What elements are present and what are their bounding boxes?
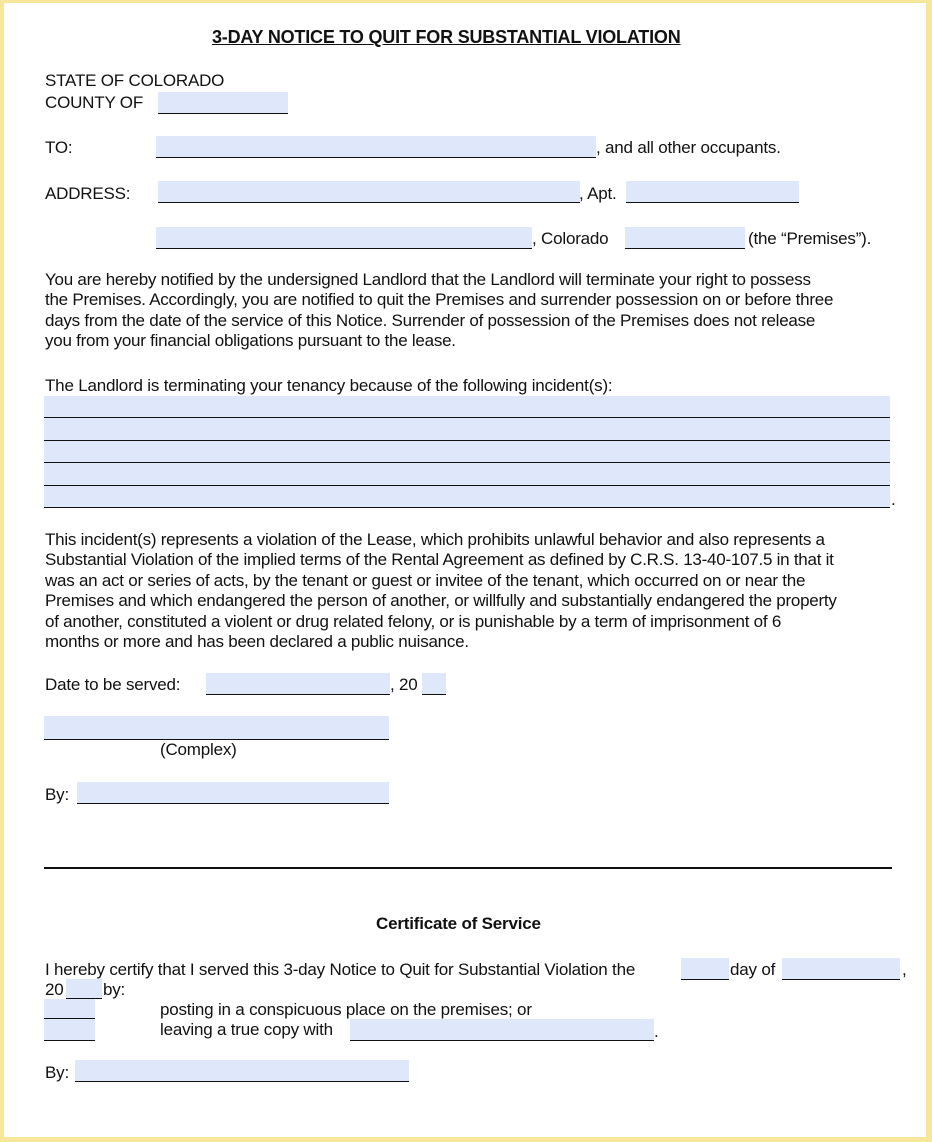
address-label: ADDRESS: — [45, 184, 131, 203]
option-posting: posting in a conspicuous place on the premises; or — [160, 1000, 532, 1019]
by-field[interactable] — [77, 782, 389, 804]
cert-year-prefix: 20 — [45, 980, 64, 999]
county-label: COUNTY OF — [45, 93, 144, 112]
option-period: . — [654, 1022, 659, 1041]
violation-line: of another, constituted a violent or drug related felony, or is punishable by a term of imprisonment of 6 — [45, 611, 782, 631]
leaving-checkbox[interactable] — [44, 1019, 95, 1041]
date-label: Date to be served: — [45, 675, 181, 694]
cert-by-field[interactable] — [75, 1060, 409, 1082]
leaving-with-field[interactable] — [350, 1019, 654, 1041]
premises-label: (the “Premises”). — [748, 229, 872, 248]
occupants-label: , and all other occupants. — [596, 138, 781, 157]
certificate-heading: Certificate of Service — [376, 914, 541, 933]
document-title: 3-DAY NOTICE TO QUIT FOR SUBSTANTIAL VIOLATION — [212, 27, 681, 47]
violation-paragraph — [45, 530, 837, 652]
incident-line-4[interactable] — [44, 463, 890, 486]
year-prefix: , 20 — [390, 675, 418, 694]
violation-line: This incident(s) represents a violation of the Lease, which prohibits unlawful behavior and also represents a — [45, 530, 825, 549]
incident-line-1[interactable] — [44, 396, 890, 418]
cert-by-label: By: — [45, 1063, 69, 1082]
notice-paragraph — [45, 270, 833, 352]
cert-day-field[interactable] — [681, 958, 729, 980]
incidents-intro: The Landlord is terminating your tenancy because of the following incident(s): — [45, 376, 613, 395]
apt-label: , Apt. — [579, 184, 617, 203]
cert-by: by: — [103, 980, 126, 999]
signature-line — [44, 867, 892, 869]
incidents-period: . — [891, 490, 896, 509]
incident-line-2[interactable] — [44, 418, 890, 441]
zip-field[interactable] — [625, 227, 745, 249]
violation-line: Premises and which endangered the person of another, or willfully and substantially endangered the property — [45, 591, 837, 611]
complex-label: (Complex) — [160, 740, 237, 759]
violation-line: Substantial Violation of the implied terms of the Rental Agreement as defined by C.R.S. 13-40-107.5 in that it — [45, 550, 834, 570]
violation-line: months or more and has been declared a public nuisance. — [45, 632, 469, 652]
city-field[interactable] — [156, 227, 532, 249]
by-label: By: — [45, 785, 69, 804]
notice-line: days from the date of the service of this Notice. Surrender of possession of the Premises does not release — [45, 310, 816, 330]
cert-day-of: day of — [730, 960, 776, 979]
cert-line-1: I hereby certify that I served this 3-day Notice to Quit for Substantial Violation the — [45, 960, 636, 979]
date-field[interactable] — [206, 673, 390, 695]
cert-year-field[interactable] — [66, 979, 102, 999]
cert-comma: , — [902, 960, 907, 979]
apt-field[interactable] — [626, 181, 799, 203]
notice-line: the Premises. Accordingly, you are notified to quit the Premises and surrender possession on or before three — [45, 290, 834, 310]
year-field[interactable] — [422, 673, 446, 695]
address-field[interactable] — [158, 181, 580, 203]
state-label: STATE OF COLORADO — [45, 71, 225, 90]
incident-line-3[interactable] — [44, 441, 890, 463]
to-field[interactable] — [156, 136, 596, 158]
county-field[interactable] — [158, 92, 288, 114]
notice-line: you from your financial obligations pursuant to the lease. — [45, 331, 456, 351]
cert-month-field[interactable] — [782, 958, 900, 980]
incident-line-5[interactable] — [44, 486, 890, 508]
document-page — [4, 3, 926, 1137]
notice-line: You are hereby notified by the undersigned Landlord that the Landlord will terminate your right to possess — [45, 270, 811, 289]
colorado-label: , Colorado — [532, 229, 609, 248]
posting-checkbox[interactable] — [44, 999, 95, 1019]
to-label: TO: — [45, 138, 73, 157]
option-leaving: leaving a true copy with — [160, 1020, 333, 1039]
complex-field[interactable] — [44, 716, 389, 740]
violation-line: was an act or series of acts, by the tenant or guest or invitee of the tenant, which occurred on or near the — [45, 570, 806, 590]
